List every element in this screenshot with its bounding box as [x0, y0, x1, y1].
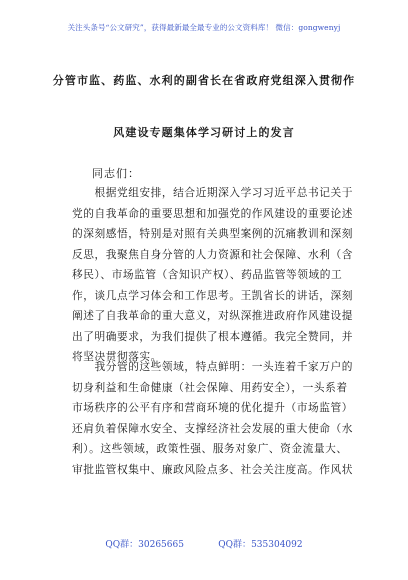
paragraph-line: 党的自我革命的重要思想和加强党的作风建设的重要论述: [72, 206, 353, 220]
paragraph-line: 移民）、市场监管（含知识产权）、药品监管等领域的工: [72, 268, 343, 281]
paragraph-line: 我分管的这些领域，特点鲜明：一头连着千家万户的: [72, 360, 353, 373]
qq-group-number-1: 30265665: [138, 540, 184, 550]
paragraph-line: 阐述了自我革命的重大意义，对纵深推进政府作风建设提: [72, 309, 353, 322]
qq-group-number-2: 535304092: [251, 540, 303, 550]
paragraph-line: 审批监管权集中、廉政风险点多、社会关注度高。作风状: [72, 462, 353, 476]
salutation: 同志们：: [92, 167, 140, 180]
paragraph-line: 将坚决贯彻落实。: [72, 350, 162, 363]
paragraph-line: 反思，我聚焦自身分管的人力资源和社会保障、水利（含: [72, 247, 353, 261]
document-title-line-1: 分管市监、药监、水利的副省长在省政府党组深入贯彻作: [52, 74, 356, 87]
paragraph-line: 市场秩序的公平有序和营商环境的优化提升（市场监管）: [72, 401, 353, 414]
paragraph-line: 出了明确要求，为我们提供了根本遵循。我完全赞同，并: [72, 329, 353, 343]
paragraph-line: 切身利益和生命健康（社会保障、用药安全），一头系着: [72, 380, 348, 394]
qq-label-2: QQ群：: [218, 540, 252, 550]
paragraph-line: 的深刻感悟，特别是对照有关典型案例的沉痛教训和深刻: [72, 227, 353, 240]
header-promo-note: 关注头条号“公文研究”，获得最新最全最专业的公文资料库！ 微信：gongwenyj: [67, 23, 341, 32]
footer-qq-groups: [0, 537, 408, 550]
paragraph-line: 根据党组安排，结合近期深入学习习近平总书记关于: [72, 186, 353, 199]
paragraph-1: [72, 183, 353, 368]
paragraph-line: 利）。这些领域，政策性强、服务对象广、资金流量大、: [72, 442, 348, 455]
paragraph-2: [72, 357, 353, 480]
qq-label-1: QQ群：: [105, 540, 139, 550]
paragraph-line: 作，谈几点学习体会和工作思考。王凯省长的讲话，深刻: [72, 288, 353, 302]
document-title-line-2: 风建设专题集体学习研讨上的发言: [113, 126, 295, 139]
paragraph-line: 还肩负着保障水安全、支撑经济社会发展的重大使命（水: [72, 421, 353, 435]
